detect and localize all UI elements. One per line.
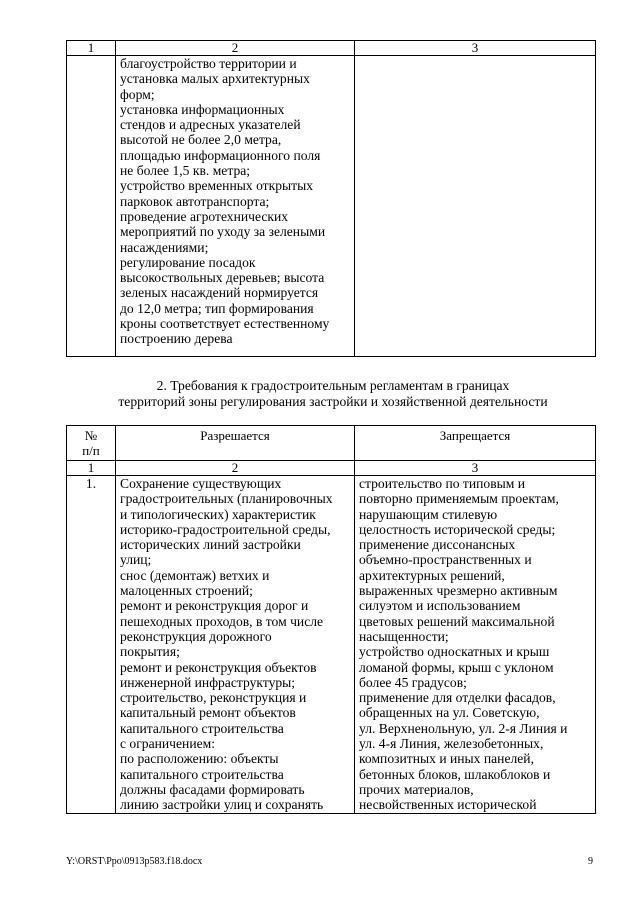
header-row <box>67 426 596 461</box>
text-line: градостроительных (планировочных <box>120 491 333 507</box>
col-number-1: 1 <box>67 41 116 56</box>
text-line: насаждениями; <box>120 239 209 255</box>
text-line: устройство односкатных и крыш <box>359 644 550 660</box>
text-line: капитального строительства <box>120 720 284 736</box>
col-number-2: 2 <box>116 461 355 476</box>
text-line: должны фасадами формировать <box>120 781 305 797</box>
text-line: силуэтом и использованием <box>359 598 521 614</box>
text-line: применение диссонансных <box>359 537 516 553</box>
text-line: устройство временных открытых <box>120 178 314 194</box>
table-row <box>67 476 596 814</box>
text-line: по расположению: объекты <box>120 751 279 767</box>
allowed-text <box>120 56 350 347</box>
row-number-cell <box>67 56 116 357</box>
text-line: ул. Верхненольную, ул. 2-я Линия и <box>359 720 568 736</box>
text-line: повторно применяемым проектам, <box>359 491 559 507</box>
text-line: ломаной формы, крыш с уклоном <box>359 659 554 675</box>
text-line: и типологических) характеристик <box>120 506 316 522</box>
row-number: 1. <box>67 476 116 814</box>
text-line: установка информационных <box>120 101 285 117</box>
regulations-table <box>66 425 596 814</box>
text-line: применение для отделки фасадов, <box>359 690 556 706</box>
text-line: прочих материалов, <box>359 781 474 797</box>
text-line: покрытия; <box>120 644 180 660</box>
forbidden-cell <box>355 476 596 814</box>
text-line: не более 1,5 кв. метра; <box>120 163 251 179</box>
header-allowed: Разрешается <box>116 426 355 461</box>
text-line: капитальный ремонт объектов <box>120 705 296 721</box>
allowed-cell <box>116 476 355 814</box>
text-line: ул. 4-я Линия, железобетонных, <box>359 736 544 752</box>
text-line: Сохранение существующих <box>120 476 282 491</box>
col-number-3: 3 <box>355 41 596 56</box>
text-line: бетонных блоков, шлакоблоков и <box>359 766 551 782</box>
text-line: построению дерева <box>120 331 233 347</box>
text-line: регулирование посадок <box>120 254 256 270</box>
allowed-text <box>120 476 350 813</box>
column-number-row <box>67 41 596 56</box>
text-line: благоустройство территории и <box>120 56 297 71</box>
forbidden-text <box>359 476 591 813</box>
footer-file-path: Y:\ORST\Ppo\0913p583.f18.docx <box>66 856 203 867</box>
allowed-cell <box>116 56 355 357</box>
heading-line-1: 2. Требования к градостроительным регламентам в границах <box>156 378 510 393</box>
page-number: 9 <box>588 856 593 867</box>
text-line: насыщенности; <box>359 628 449 644</box>
text-line: композитных и иных панелей, <box>359 751 534 767</box>
text-line: целостность исторической среды; <box>359 521 556 537</box>
table-row <box>67 56 596 357</box>
text-line: до 12,0 метра; тип формирования <box>120 300 314 316</box>
header-number-abbr: п/п <box>82 443 100 458</box>
header-number-cell <box>67 426 116 461</box>
text-line: зеленых насаждений нормируется <box>120 285 319 301</box>
text-line: стендов и адресных указателей <box>120 117 301 133</box>
text-line: форм; <box>120 86 155 102</box>
text-line: с ограничением: <box>120 736 216 752</box>
header-number-symbol: № <box>84 428 98 443</box>
text-line: мероприятий по уходу за зелеными <box>120 224 326 240</box>
column-number-row <box>67 461 596 476</box>
text-line: кроны соответствует естественному <box>120 316 330 332</box>
text-line: исторических линий застройки <box>120 537 301 553</box>
text-line: линию застройки улиц и сохранять <box>120 797 324 813</box>
text-line: цветовых решений максимальной <box>359 613 555 629</box>
text-line: площадью информационного поля <box>120 147 321 163</box>
text-line: высотой не более 2,0 метра, <box>120 132 282 148</box>
text-line: более 45 градусов; <box>359 674 467 690</box>
section-heading <box>66 378 600 410</box>
text-line: реконструкция дорожного <box>120 628 272 644</box>
col-number-2: 2 <box>116 41 355 56</box>
text-line: инженерной инфраструктуры; <box>120 674 296 690</box>
text-line: строительство, реконструкция и <box>120 690 307 706</box>
text-line: ремонт и реконструкция дорог и <box>120 598 309 614</box>
text-line: пешеходных проходов, в том числе <box>120 613 324 629</box>
text-line: снос (демонтаж) ветхих и <box>120 567 270 583</box>
text-line: несвойственных исторической <box>359 797 537 813</box>
text-line: парковок автотранспорта; <box>120 193 270 209</box>
header-forbidden: Запрещается <box>355 426 596 461</box>
text-line: строительство по типовым и <box>359 476 526 491</box>
text-line: высокоствольных деревьев; высота <box>120 270 325 286</box>
text-line: капитального строительства <box>120 766 284 782</box>
text-line: проведение агротехнических <box>120 208 289 224</box>
text-line: установка малых архитектурных <box>120 71 310 87</box>
text-line: ремонт и реконструкция объектов <box>120 659 317 675</box>
continuation-table <box>66 40 596 357</box>
text-line: архитектурных решений, <box>359 567 505 583</box>
forbidden-cell <box>355 56 596 357</box>
text-line: историко-градостроительной среды, <box>120 521 331 537</box>
text-line: выраженных чрезмерно активным <box>359 583 558 599</box>
col-number-3: 3 <box>355 461 596 476</box>
text-line: улиц; <box>120 552 152 568</box>
col-number-1: 1 <box>67 461 116 476</box>
heading-line-2: территорий зоны регулирования застройки и хозяйственной деятельности <box>118 394 548 409</box>
text-line: обращенных на ул. Советскую, <box>359 705 540 721</box>
text-line: малоценных строений; <box>120 583 253 599</box>
text-line: нарушающим стилевую <box>359 506 498 522</box>
text-line: объемно-пространственных и <box>359 552 532 568</box>
